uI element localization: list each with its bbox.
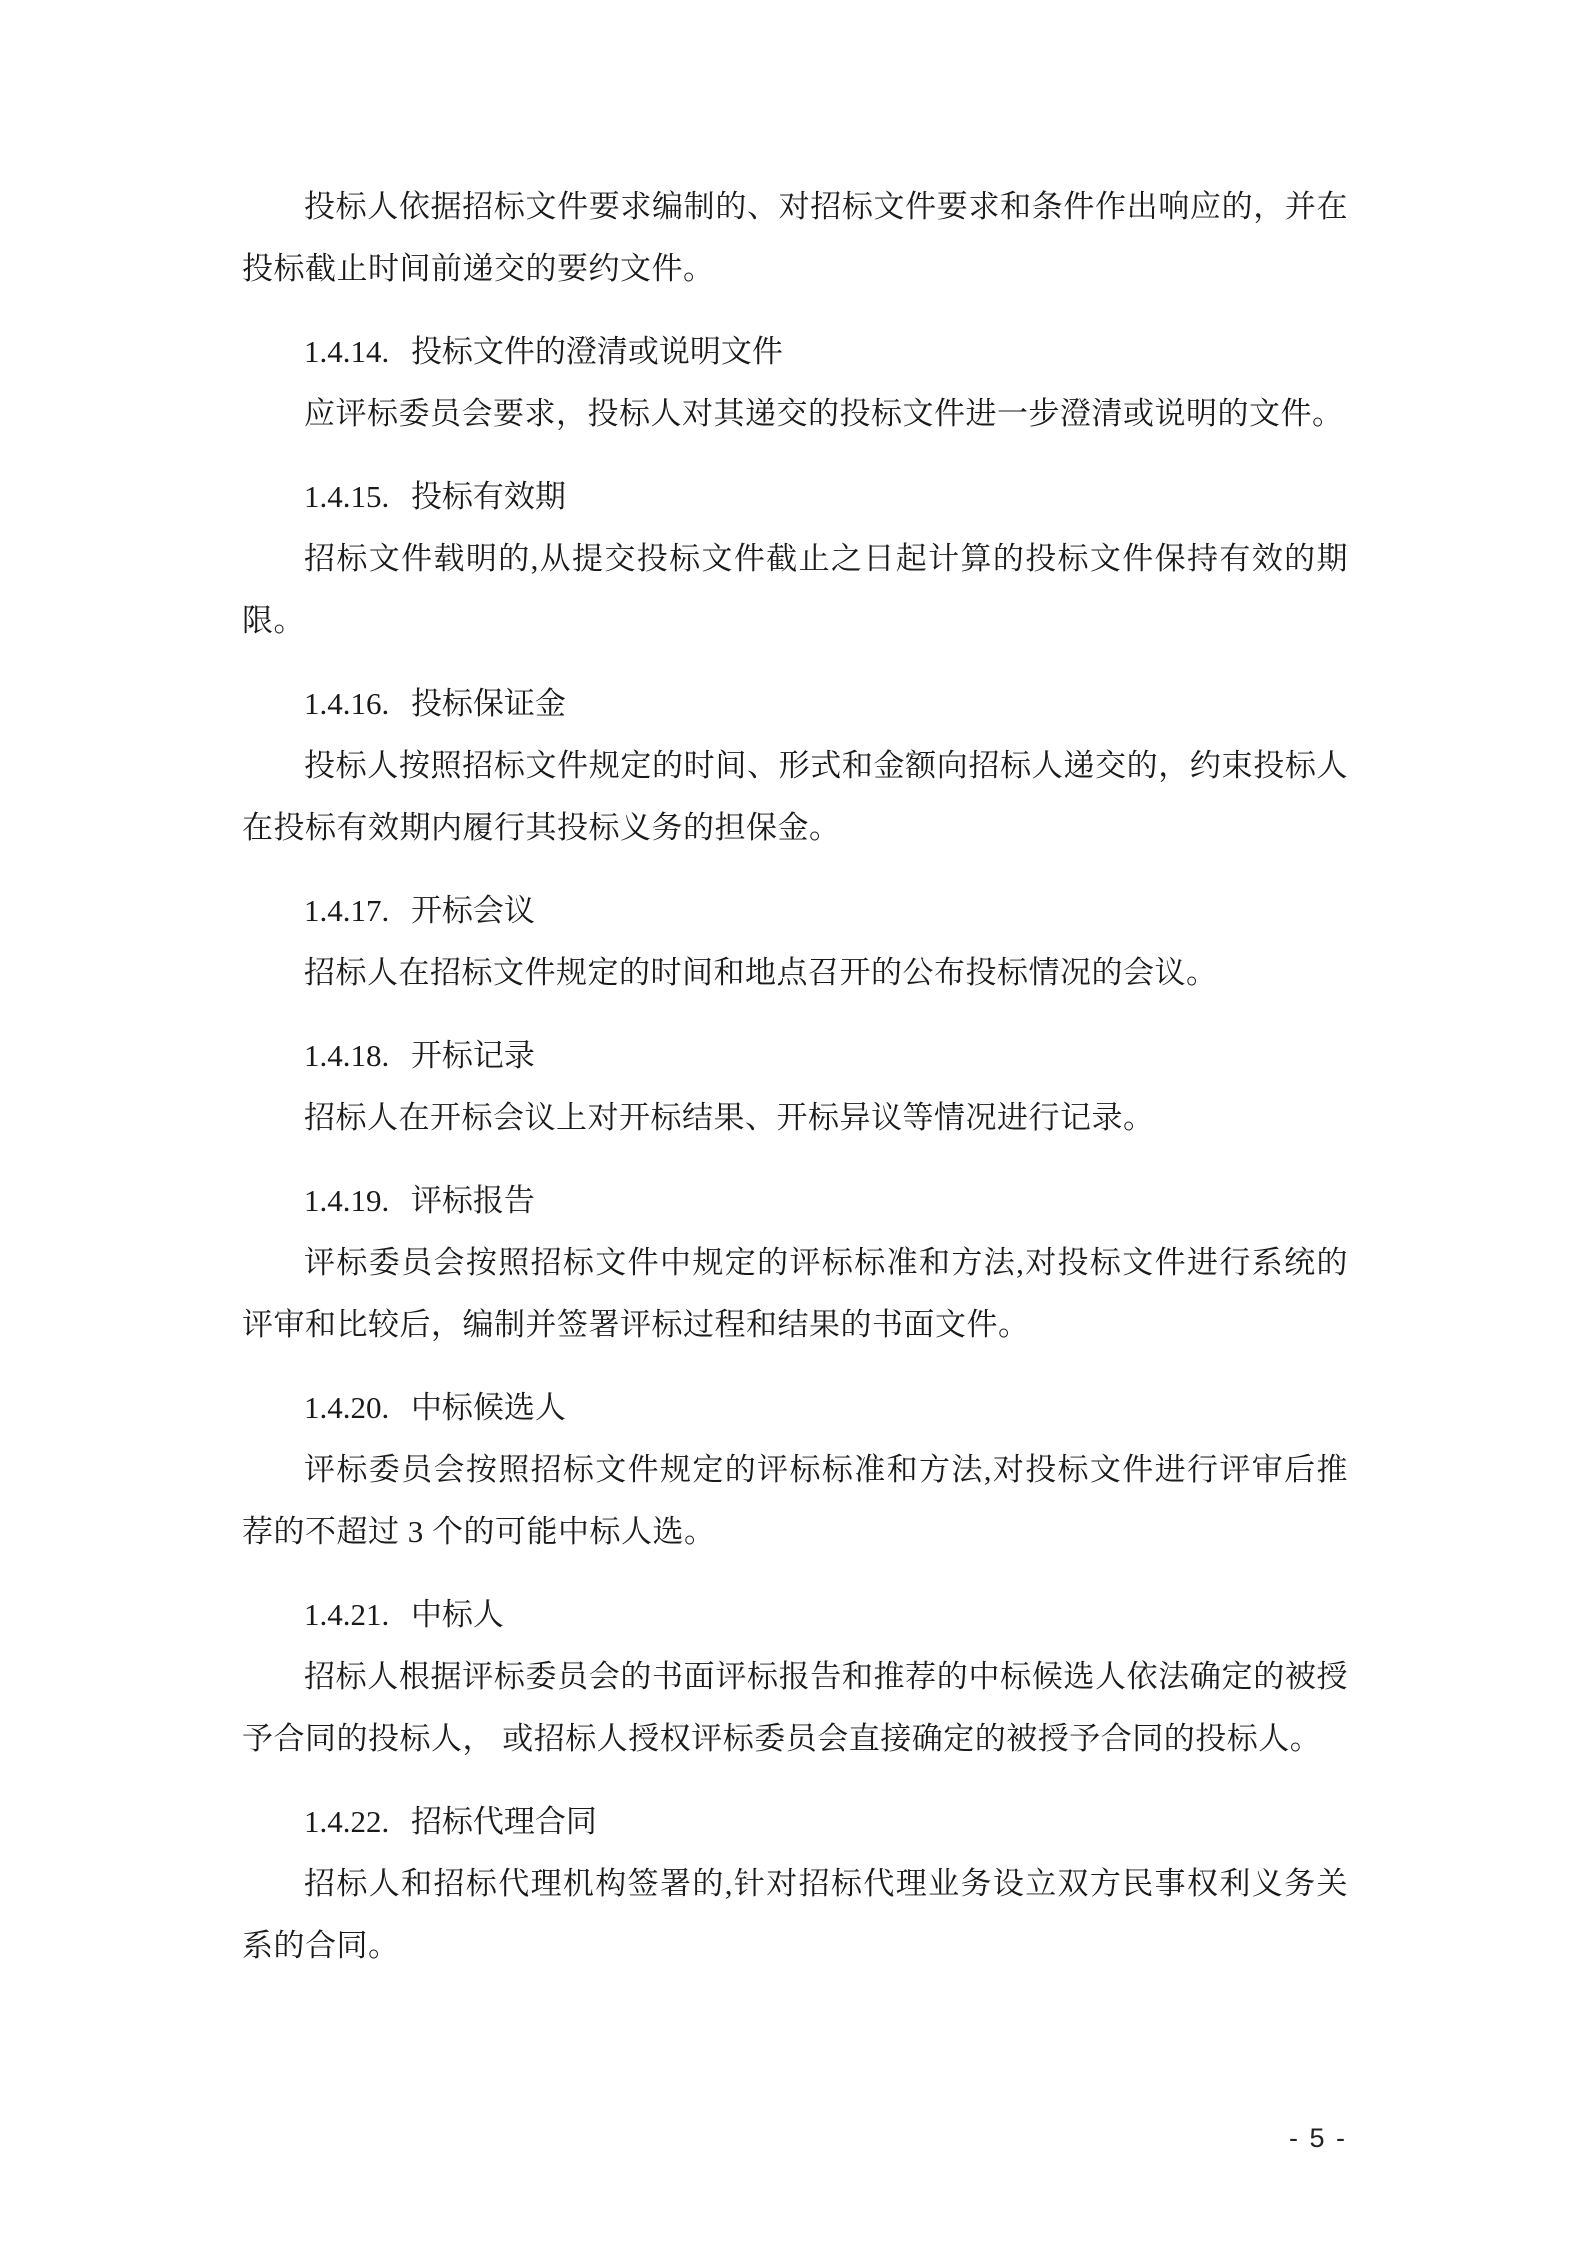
section-number: 1.4.22. — [304, 1804, 390, 1839]
section-body: 招标人在招标文件规定的时间和地点召开的公布投标情况的会议。 — [304, 955, 1218, 990]
intro-paragraph: 投标人依据招标文件要求编制的、对招标文件要求和条件作出响应的，并在投标截止时间前递交的要约文件。 — [242, 189, 1348, 286]
section-1-4-14 — [242, 321, 1348, 445]
section-heading — [242, 1791, 1348, 1853]
section-1-4-20 — [242, 1377, 1348, 1563]
section-number: 1.4.17. — [304, 893, 390, 928]
section-title: 投标文件的澄清或说明文件 — [410, 334, 783, 369]
section-heading — [242, 673, 1348, 735]
section-number: 1.4.21. — [304, 1597, 390, 1632]
section-number: 1.4.18. — [304, 1038, 390, 1073]
section-heading — [242, 321, 1348, 383]
section-heading — [242, 1025, 1348, 1087]
section-number: 1.4.20. — [304, 1390, 390, 1425]
section-title: 中标人 — [410, 1597, 504, 1632]
section-number: 1.4.19. — [304, 1183, 390, 1218]
section-body: 招标人和招标代理机构签署的,针对招标代理业务设立双方民事权利义务关系的合同。 — [242, 1866, 1348, 1963]
section-1-4-16 — [242, 673, 1348, 859]
section-heading — [242, 880, 1348, 942]
section-1-4-18 — [242, 1025, 1348, 1149]
section-title: 开标会议 — [410, 893, 535, 928]
section-title: 中标候选人 — [410, 1390, 566, 1425]
section-title: 投标保证金 — [410, 686, 566, 721]
page-number: - 5 - — [1288, 2123, 1347, 2153]
section-1-4-15 — [242, 466, 1348, 652]
section-1-4-17 — [242, 880, 1348, 1004]
section-1-4-22 — [242, 1791, 1348, 1977]
section-1-4-21 — [242, 1584, 1348, 1770]
section-number: 1.4.16. — [304, 686, 390, 721]
section-title: 开标记录 — [410, 1038, 535, 1073]
section-heading — [242, 1377, 1348, 1439]
section-number: 1.4.14. — [304, 334, 390, 369]
section-title: 投标有效期 — [410, 479, 566, 514]
section-heading — [242, 1170, 1348, 1232]
section-body: 投标人按照招标文件规定的时间、形式和金额向招标人递交的，约束投标人在投标有效期内履行其投标义务的担保金。 — [242, 748, 1348, 845]
section-1-4-19 — [242, 1170, 1348, 1356]
section-body: 评标委员会按照招标文件规定的评标标准和方法,对投标文件进行评审后推荐的不超过 3 个的可能中标人选。 — [242, 1452, 1348, 1549]
section-heading — [242, 466, 1348, 528]
section-body: 招标人在开标会议上对开标结果、开标异议等情况进行记录。 — [304, 1100, 1155, 1135]
section-body: 应评标委员会要求，投标人对其递交的投标文件进一步澄清或说明的文件。 — [304, 396, 1344, 431]
section-heading — [242, 1584, 1348, 1646]
section-title: 招标代理合同 — [410, 1804, 597, 1839]
section-body: 招标文件载明的,从提交投标文件截止之日起计算的投标文件保持有效的期限。 — [242, 541, 1348, 638]
document-body — [242, 176, 1348, 1977]
section-title: 评标报告 — [410, 1183, 535, 1218]
section-body: 招标人根据评标委员会的书面评标报告和推荐的中标候选人依法确定的被授予合同的投标人， 或招标人授权评标委员会直接确定的被授予合同的投标人。 — [242, 1659, 1348, 1756]
section-number: 1.4.15. — [304, 479, 390, 514]
page-footer — [1289, 2123, 1347, 2153]
section-body: 评标委员会按照招标文件中规定的评标标准和方法,对投标文件进行系统的评审和比较后，编制并签署评标过程和结果的书面文件。 — [242, 1245, 1348, 1342]
